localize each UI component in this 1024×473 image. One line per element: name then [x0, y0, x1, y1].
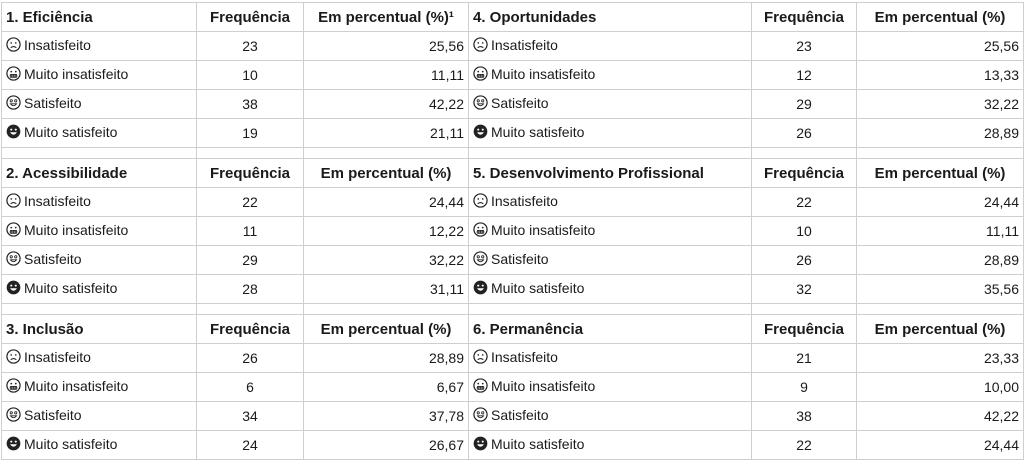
percent-value: 35,56: [857, 275, 1024, 304]
smiling-face-icon: [6, 407, 21, 422]
rating-label: [6, 222, 128, 238]
rating-label-cell: [469, 344, 752, 373]
rating-label: [6, 280, 117, 296]
smiling-face-icon: [6, 251, 21, 266]
frequency-header: Frequência: [197, 3, 304, 32]
rating-label-cell: [469, 119, 752, 148]
percent-value: 13,33: [857, 61, 1024, 90]
frequency-value: 38: [752, 402, 857, 431]
rating-label: [473, 222, 595, 238]
smiling-face-icon: [473, 95, 488, 110]
rating-label-text: Satisfeito: [24, 406, 82, 423]
frequency-value: 22: [752, 188, 857, 217]
rating-label-cell: [469, 32, 752, 61]
empty-cell: [2, 304, 197, 315]
rating-label-cell: [2, 217, 197, 246]
satisfaction-table: [1, 2, 1024, 460]
grimacing-face-icon: [6, 222, 21, 237]
section-header-row: [2, 315, 1024, 344]
rating-label-text: Muito satisfeito: [491, 435, 585, 452]
percent-value: 24,44: [857, 431, 1024, 460]
table-row: [2, 217, 1024, 246]
frequency-value: 12: [752, 61, 857, 90]
percent-value: 28,89: [304, 344, 469, 373]
percent-value: 28,89: [857, 246, 1024, 275]
table-row: [2, 275, 1024, 304]
empty-cell: [752, 304, 857, 315]
percent-value: 10,00: [857, 373, 1024, 402]
grinning-face-icon: [473, 436, 488, 451]
rating-label: [6, 378, 128, 394]
frequency-value: 28: [197, 275, 304, 304]
rating-label-text: Muito insatisfeito: [491, 377, 596, 394]
table-row: [2, 373, 1024, 402]
table-row: [2, 90, 1024, 119]
rating-label-text: Insatisfeito: [24, 36, 91, 53]
rating-label-cell: [469, 217, 752, 246]
rating-label: [6, 37, 91, 53]
frequency-value: 32: [752, 275, 857, 304]
rating-label-cell: [2, 246, 197, 275]
section-title: 3. Inclusão: [2, 315, 197, 344]
empty-cell: [752, 148, 857, 159]
frequency-header: Frequência: [752, 3, 857, 32]
smiling-face-icon: [473, 407, 488, 422]
rating-label-cell: [469, 90, 752, 119]
section-title: 5. Desenvolvimento Profissional: [469, 159, 752, 188]
grimacing-face-icon: [473, 66, 488, 81]
rating-label-cell: [2, 344, 197, 373]
percent-value: 24,44: [857, 188, 1024, 217]
rating-label-text: Muito insatisfeito: [24, 221, 129, 238]
empty-cell: [304, 148, 469, 159]
frequency-value: 6: [197, 373, 304, 402]
frequency-header: Frequência: [197, 159, 304, 188]
rating-label: [473, 378, 595, 394]
rating-label: [6, 349, 91, 365]
rating-label: [473, 280, 584, 296]
rating-label-cell: [2, 32, 197, 61]
section-title: 6. Permanência: [469, 315, 752, 344]
rating-label-text: Satisfeito: [491, 250, 549, 267]
rating-label: [473, 251, 549, 267]
grinning-face-icon: [6, 436, 21, 451]
frowning-face-icon: [6, 349, 21, 364]
rating-label-cell: [2, 90, 197, 119]
percent-header: Em percentual (%): [857, 315, 1024, 344]
frequency-value: 29: [197, 246, 304, 275]
rating-label-cell: [2, 119, 197, 148]
frequency-value: 9: [752, 373, 857, 402]
percent-header: Em percentual (%)¹: [304, 3, 469, 32]
frowning-face-icon: [473, 37, 488, 52]
percent-value: 11,11: [304, 61, 469, 90]
rating-label-text: Muito satisfeito: [24, 279, 118, 296]
rating-label: [6, 124, 117, 140]
frequency-value: 26: [197, 344, 304, 373]
frowning-face-icon: [6, 37, 21, 52]
percent-value: 42,22: [304, 90, 469, 119]
empty-cell: [304, 304, 469, 315]
section-title: 2. Acessibilidade: [2, 159, 197, 188]
percent-value: 12,22: [304, 217, 469, 246]
rating-label-text: Muito insatisfeito: [24, 65, 129, 82]
table-row: [2, 344, 1024, 373]
rating-label-cell: [2, 431, 197, 460]
percent-value: 42,22: [857, 402, 1024, 431]
rating-label: [6, 251, 82, 267]
percent-header: Em percentual (%): [304, 159, 469, 188]
rating-label: [6, 66, 128, 82]
rating-label-cell: [469, 431, 752, 460]
rating-label-text: Satisfeito: [491, 406, 549, 423]
grimacing-face-icon: [473, 378, 488, 393]
section-title: 4. Oportunidades: [469, 3, 752, 32]
percent-value: 21,11: [304, 119, 469, 148]
frequency-value: 10: [197, 61, 304, 90]
smiling-face-icon: [6, 95, 21, 110]
percent-value: 25,56: [857, 32, 1024, 61]
spacer-row: [2, 304, 1024, 315]
rating-label-cell: [469, 373, 752, 402]
rating-label-text: Insatisfeito: [491, 348, 558, 365]
percent-value: 23,33: [857, 344, 1024, 373]
frequency-value: 26: [752, 246, 857, 275]
percent-value: 11,11: [857, 217, 1024, 246]
grinning-face-icon: [473, 280, 488, 295]
table-row: [2, 61, 1024, 90]
frequency-header: Frequência: [752, 159, 857, 188]
table-row: [2, 119, 1024, 148]
rating-label-cell: [2, 402, 197, 431]
rating-label: [6, 407, 82, 423]
rating-label: [473, 407, 549, 423]
rating-label-cell: [469, 188, 752, 217]
rating-label-text: Muito satisfeito: [491, 123, 585, 140]
section-header-row: [2, 159, 1024, 188]
empty-cell: [857, 148, 1024, 159]
table-row: [2, 246, 1024, 275]
percent-value: 37,78: [304, 402, 469, 431]
rating-label-cell: [2, 373, 197, 402]
frowning-face-icon: [473, 193, 488, 208]
rating-label: [6, 95, 82, 111]
grinning-face-icon: [6, 280, 21, 295]
frequency-header: Frequência: [752, 315, 857, 344]
rating-label-text: Muito insatisfeito: [491, 65, 596, 82]
frequency-value: 38: [197, 90, 304, 119]
frequency-value: 24: [197, 431, 304, 460]
rating-label-text: Muito insatisfeito: [24, 377, 129, 394]
frowning-face-icon: [473, 349, 488, 364]
empty-cell: [2, 148, 197, 159]
table-row: [2, 188, 1024, 217]
grimacing-face-icon: [6, 378, 21, 393]
rating-label-text: Insatisfeito: [24, 348, 91, 365]
section-header-row: [2, 3, 1024, 32]
grinning-face-icon: [473, 124, 488, 139]
percent-header: Em percentual (%): [857, 159, 1024, 188]
empty-cell: [197, 148, 304, 159]
percent-header: Em percentual (%): [304, 315, 469, 344]
rating-label-text: Satisfeito: [491, 94, 549, 111]
rating-label-text: Muito satisfeito: [24, 123, 118, 140]
rating-label-text: Muito satisfeito: [491, 279, 585, 296]
rating-label: [473, 124, 584, 140]
rating-label: [473, 95, 549, 111]
frequency-value: 29: [752, 90, 857, 119]
rating-label-cell: [469, 402, 752, 431]
rating-label: [473, 37, 558, 53]
rating-label: [473, 193, 558, 209]
rating-label-text: Insatisfeito: [491, 36, 558, 53]
rating-label: [473, 349, 558, 365]
rating-label: [6, 193, 91, 209]
empty-cell: [857, 304, 1024, 315]
percent-value: 31,11: [304, 275, 469, 304]
percent-value: 32,22: [857, 90, 1024, 119]
rating-label-text: Satisfeito: [24, 250, 82, 267]
frequency-value: 21: [752, 344, 857, 373]
empty-cell: [469, 148, 752, 159]
percent-value: 32,22: [304, 246, 469, 275]
percent-value: 24,44: [304, 188, 469, 217]
spacer-row: [2, 148, 1024, 159]
satisfaction-table-body: [2, 3, 1024, 460]
empty-cell: [197, 304, 304, 315]
frequency-value: 23: [197, 32, 304, 61]
table-row: [2, 402, 1024, 431]
percent-value: 26,67: [304, 431, 469, 460]
rating-label-text: Insatisfeito: [491, 192, 558, 209]
frequency-value: 34: [197, 402, 304, 431]
smiling-face-icon: [473, 251, 488, 266]
percent-value: 28,89: [857, 119, 1024, 148]
rating-label: [473, 66, 595, 82]
rating-label-cell: [469, 275, 752, 304]
table-row: [2, 32, 1024, 61]
rating-label-cell: [2, 61, 197, 90]
rating-label-text: Muito insatisfeito: [491, 221, 596, 238]
rating-label-cell: [469, 61, 752, 90]
empty-cell: [469, 304, 752, 315]
frequency-header: Frequência: [197, 315, 304, 344]
grimacing-face-icon: [6, 66, 21, 81]
frequency-value: 26: [752, 119, 857, 148]
frequency-value: 22: [197, 188, 304, 217]
table-row: [2, 431, 1024, 460]
frowning-face-icon: [6, 193, 21, 208]
percent-header: Em percentual (%): [857, 3, 1024, 32]
rating-label-text: Muito satisfeito: [24, 435, 118, 452]
grinning-face-icon: [6, 124, 21, 139]
grimacing-face-icon: [473, 222, 488, 237]
frequency-value: 23: [752, 32, 857, 61]
rating-label-text: Satisfeito: [24, 94, 82, 111]
rating-label: [473, 436, 584, 452]
frequency-value: 19: [197, 119, 304, 148]
frequency-value: 11: [197, 217, 304, 246]
percent-value: 6,67: [304, 373, 469, 402]
rating-label-cell: [469, 246, 752, 275]
rating-label-text: Insatisfeito: [24, 192, 91, 209]
rating-label-cell: [2, 188, 197, 217]
section-title: 1. Eficiência: [2, 3, 197, 32]
frequency-value: 22: [752, 431, 857, 460]
frequency-value: 10: [752, 217, 857, 246]
rating-label-cell: [2, 275, 197, 304]
percent-value: 25,56: [304, 32, 469, 61]
rating-label: [6, 436, 117, 452]
